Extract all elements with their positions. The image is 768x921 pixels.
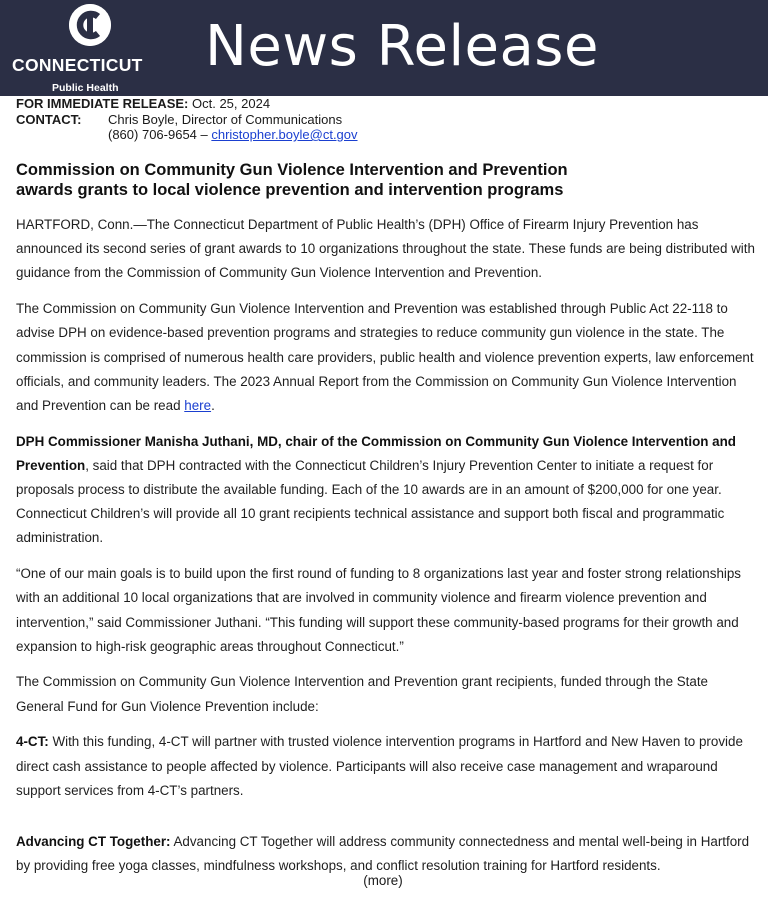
more-indicator — [0, 873, 768, 888]
brand-name: CONNECTICUT — [12, 55, 143, 75]
recipient-4ct-text: With this funding, 4-CT will partner with trusted violence intervention programs in Hartford and New Haven to provide direct cash assistance to people affected by violence. Participants will also receive case management and wraparound support services from 4-CT’s partners. — [16, 734, 743, 798]
more-text: (more) — [363, 873, 403, 888]
paragraph-recipients-intro: The Commission on Community Gun Violence Intervention and Prevention grant recipients, funded through the State General Fund for Gun Violence Prevention include: — [16, 674, 708, 714]
recipient-advancing-ct-text: Advancing CT Together will address community connectedness and mental well-being in Hartford by providing free yoga classes, mindfulness workshops, and conflict resolution training for Hartford residents. — [16, 833, 750, 874]
paragraph-intro: HARTFORD, Conn.—The Connecticut Department of Public Health’s (DPH) Office of Firearm Injury Prevention has announced its second series of grant awards to 10 organizations throughout the state. These funds are being distributed with guidance from the Commission of Community Gun Violence Intervention and Prevention. — [16, 217, 755, 281]
page-headline: News Release — [205, 14, 599, 79]
paragraph-commissioner-text: , said that DPH contracted with the Connecticut Children’s Injury Prevention Center to initiate a request for proposals process to distribute the available funding. Each of the 10 awards are in an amount of $200,000 for one year. Connecticut Children’s will provide all 10 grant recipients technical assistance and support both fiscal and programmatic administration. — [16, 457, 725, 546]
paragraph-quote: “One of our main goals is to build upon the first round of funding to 8 organizations last year and foster strong relationships with an additional 10 local organizations that are involved in community violence and firearm violence prevention and intervention,” said Commissioner Juthani. “This funding will support these community-based programs for their growth and expansion to high-risk geographic areas throughout Connecticut.” — [16, 566, 742, 654]
contact-details — [16, 127, 358, 143]
contact-name: Chris Boyle, Director of Communications — [108, 111, 343, 127]
annual-report-link[interactable]: here — [184, 397, 212, 413]
release-date: Oct. 25, 2024 — [192, 96, 271, 111]
paragraph-commission-text: The Commission on Community Gun Violence Intervention and Prevention was established through Public Act 22-118 to advise DPH on evidence-based prevention programs and strategies to reduce community gun violence in the state. The commission is comprised of numerous health care providers, public health and violence prevention experts, law enforcement officials, and community leaders. The 2023 Annual Report from the Commission on Community Gun Violence Intervention and Prevention can be read — [16, 301, 754, 413]
paragraph-commission-end: . — [211, 397, 215, 413]
paragraph-commissioner — [16, 430, 756, 551]
release-meta — [16, 96, 358, 143]
ct-c-logo-icon — [69, 4, 111, 46]
recipient-advancing-ct — [16, 830, 756, 878]
contact-phone: (860) 706-9654 – — [108, 127, 212, 142]
recipient-4ct — [16, 730, 756, 803]
release-row — [16, 96, 358, 112]
recipient-advancing-ct-name: Advancing CT Together: — [16, 833, 171, 849]
release-body — [16, 213, 756, 890]
contact-label: CONTACT: — [16, 111, 82, 127]
commissioner-name: DPH Commissioner Manisha Juthani, MD, chair of the Commission on Community Gun Violence Intervention and Prevention — [16, 433, 736, 473]
header-banner — [0, 0, 768, 96]
brand-subtitle: Public Health — [52, 82, 119, 94]
contact-email-link[interactable]: christopher.boyle@ct.gov — [211, 127, 358, 142]
title-line-1: Commission on Community Gun Violence Intervention and Prevention — [16, 161, 568, 179]
release-title — [16, 160, 756, 200]
paragraph-commission — [16, 297, 756, 418]
release-label: FOR IMMEDIATE RELEASE: — [16, 96, 189, 111]
recipient-4ct-name: 4-CT: — [16, 734, 49, 750]
title-line-2: awards grants to local violence prevention and intervention programs — [16, 181, 564, 199]
contact-row — [16, 112, 358, 128]
